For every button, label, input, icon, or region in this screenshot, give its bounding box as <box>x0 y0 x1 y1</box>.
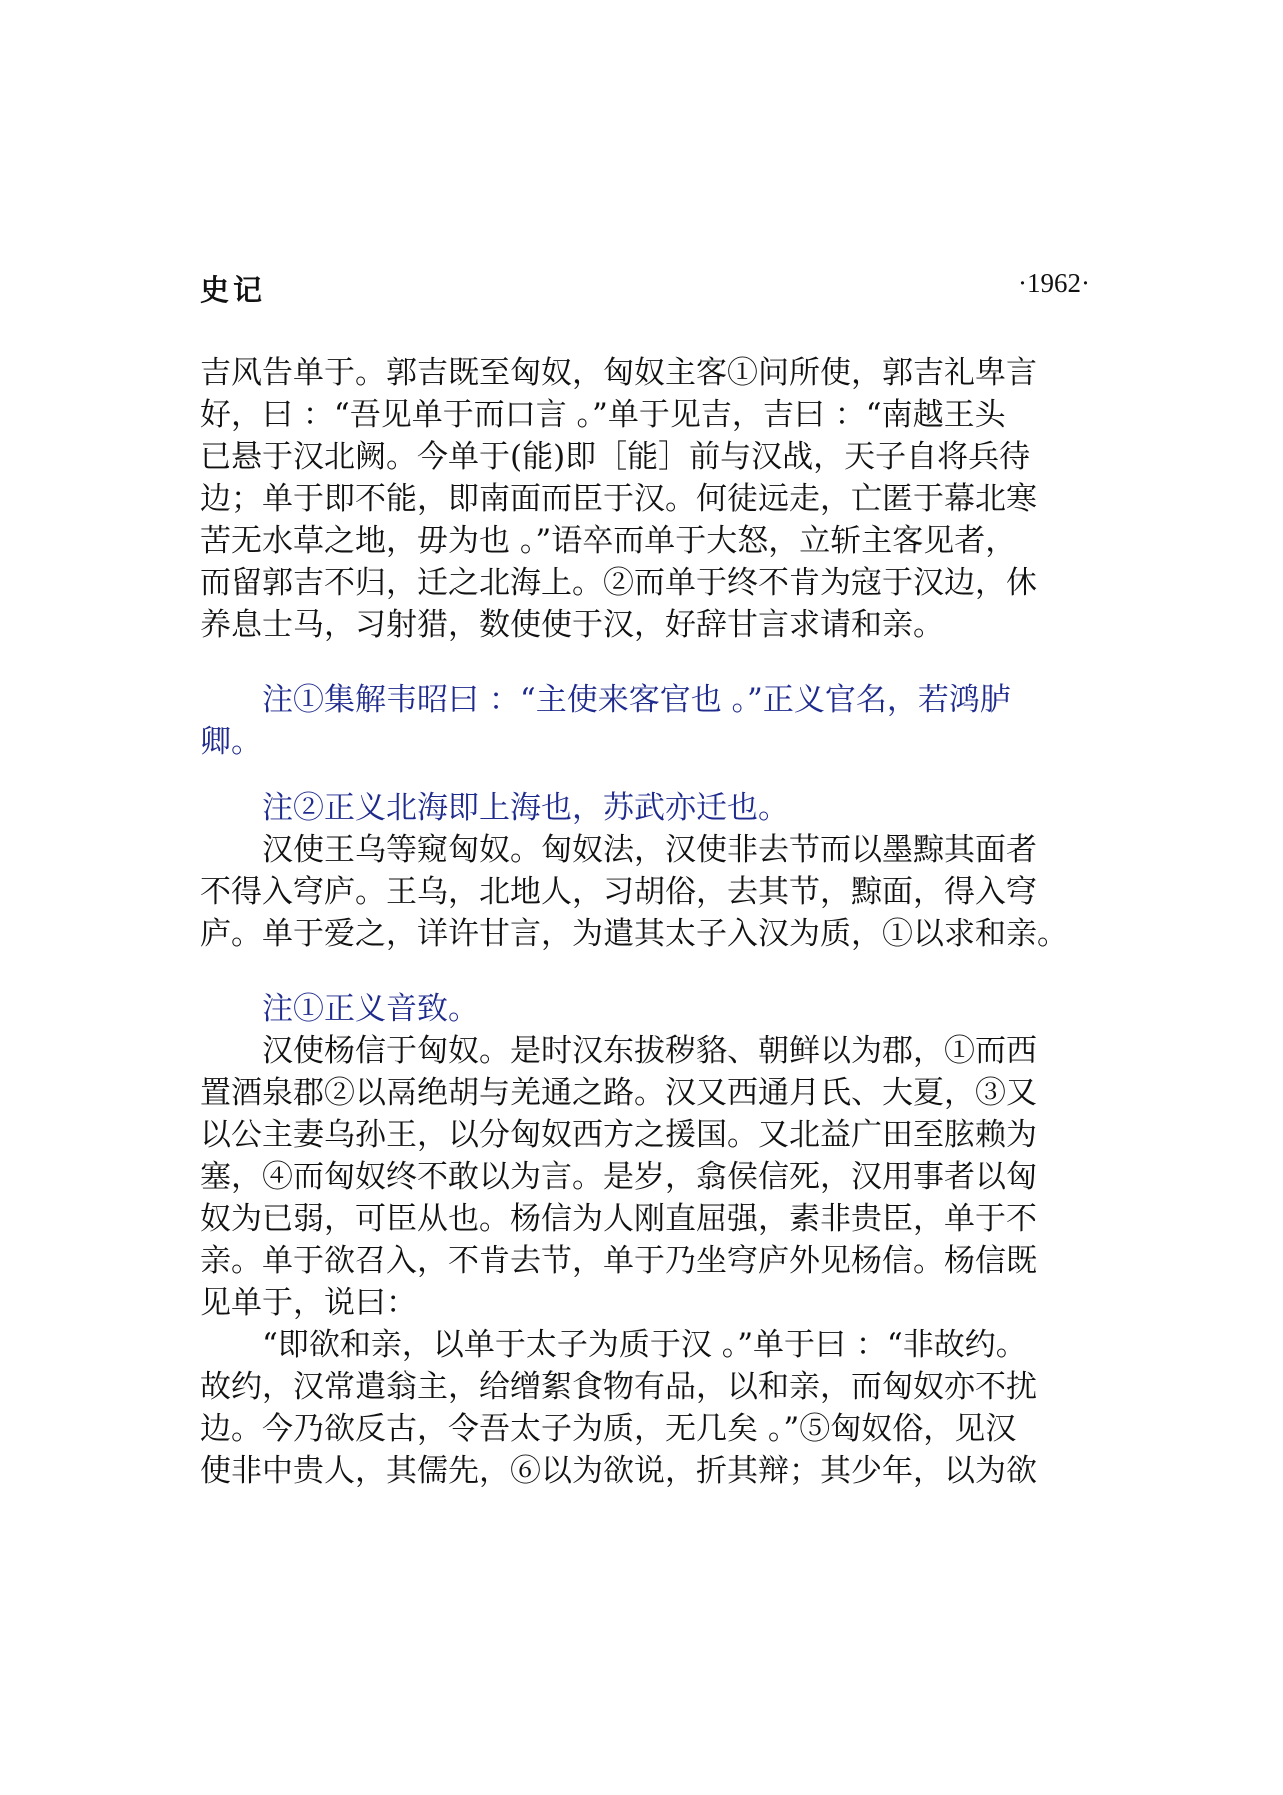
note-line: 注②正义北海即上海也，苏武亦迁也。 <box>200 790 789 826</box>
page-header <box>200 268 1090 308</box>
text-line: 奴为已弱，可臣从也。杨信为人刚直屈强，素非贵臣，单于不 <box>200 1201 1037 1237</box>
text-line: 置酒泉郡②以鬲绝胡与羌通之路。汉又西通月氏、大夏，③又 <box>200 1075 1037 1111</box>
text-line: 汉使杨信于匈奴。是时汉东拔秽貉、朝鲜以为郡，①而西 <box>200 1033 1037 1069</box>
text-line: 使非中贵人，其儒先，⑥以为欲说，折其辩；其少年，以为欲 <box>200 1453 1037 1489</box>
page-body <box>200 352 1095 1492</box>
text-line: 苦无水草之地，毋为也 。”语卒而单于大怒，立斩主客见者， <box>200 523 1017 559</box>
annotation-note <box>200 679 1095 763</box>
text-line: 不得入穹庐。王乌，北地人，习胡俗，去其节，黥面，得入穹 <box>200 874 1037 910</box>
note-line: 卿。 <box>200 724 262 760</box>
text-line: 故约，汉常遣翁主，给缯絮食物有品，以和亲，而匈奴亦不扰 <box>200 1369 1037 1405</box>
text-line: 养息士马，习射猎，数使使于汉，好辞甘言求请和亲。 <box>200 607 944 643</box>
book-title: 史记 <box>200 273 267 307</box>
text-line: 亲。单于欲召入，不肯去节，单于乃坐穹庐外见杨信。杨信既 <box>200 1243 1037 1279</box>
annotation-note <box>200 988 1095 1030</box>
text-line: 吉风告单于。郭吉既至匈奴，匈奴主客①问所使，郭吉礼卑言 <box>200 355 1037 391</box>
text-line: 庐。单于爱之，详许甘言，为遣其太子入汉为质，①以求和亲。 <box>200 916 1068 952</box>
text-line: “即欲和亲，以单于太子为质于汉 。”单于曰 ：“非故约。 <box>200 1327 1027 1363</box>
text-line: 而留郭吉不归，迁之北海上。②而单于终不肯为寇于汉边，休 <box>200 565 1037 601</box>
text-paragraph <box>200 1030 1095 1492</box>
note-line: 注①集解韦昭曰 ：“主使来客官也 。”正义官名，若鸿胪 <box>200 682 1011 718</box>
text-line: 塞，④而匈奴终不敢以为言。是岁，翕侯信死，汉用事者以匈 <box>200 1159 1037 1195</box>
text-line: 好，曰 ：“吾见单于而口言 。”单于见吉，吉曰 ：“南越王头 <box>200 397 1006 433</box>
text-line: 边。今乃欲反古，令吾太子为质，无几矣 。”⑤匈奴俗，见汉 <box>200 1411 1017 1447</box>
text-line: 汉使王乌等窥匈奴。匈奴法，汉使非去节而以墨黥其面者 <box>200 832 1037 868</box>
text-line: 已悬于汉北阙。今单于(能)即［能］前与汉战，天子自将兵待 <box>200 439 1031 475</box>
text-paragraph <box>200 829 1095 955</box>
text-line: 以公主妻乌孙王，以分匈奴西方之援国。又北益广田至胘赖为 <box>200 1117 1037 1153</box>
text-line: 边；单于即不能，即南面而臣于汉。何徒远走，亡匿于幕北寒 <box>200 481 1037 517</box>
text-line: 见单于，说曰： <box>200 1285 417 1321</box>
text-paragraph <box>200 352 1095 646</box>
annotation-note <box>200 787 1095 829</box>
note-line: 注①正义音致。 <box>200 991 479 1027</box>
page-number: ·1962· <box>1018 268 1090 298</box>
